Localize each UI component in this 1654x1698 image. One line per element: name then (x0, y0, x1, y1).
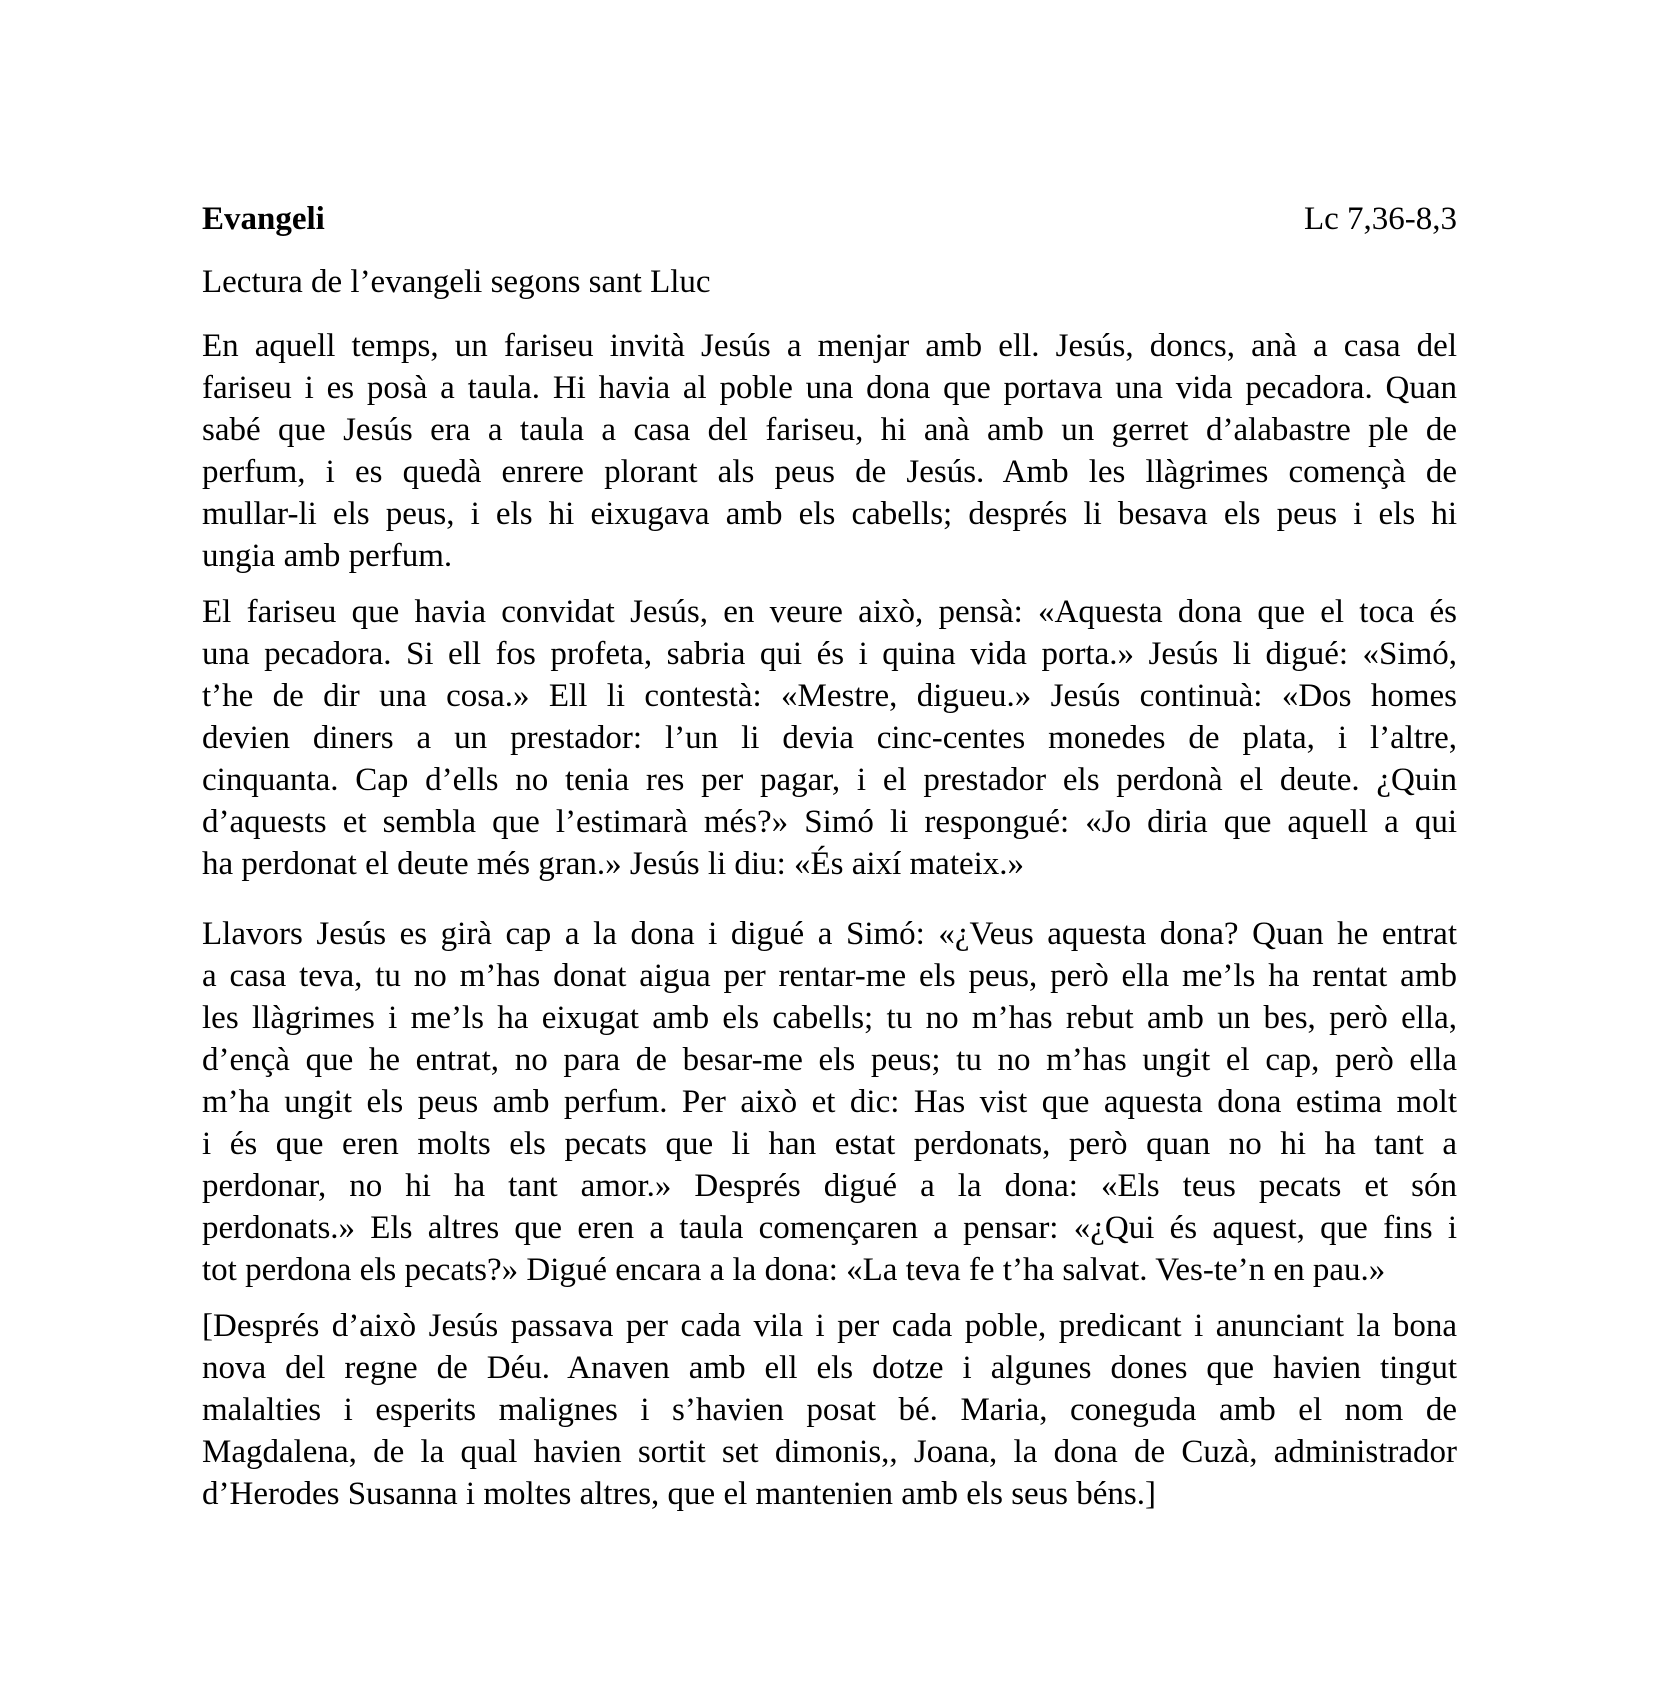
text-line: a casa teva, tu no m’has donat aigua per rentar-me els peus, però ella me’ls ha rentat amb (202, 958, 1457, 994)
text-line: Magdalena, de la qual havien sortit set dimonis,, Joana, la dona de Cuzà, administrador (202, 1434, 1457, 1470)
paragraph (202, 913, 1457, 1291)
text-line: cinquanta. Cap d’ells no tenia res per pagar, i el prestador els perdonà el deute. ¿Quin (202, 762, 1457, 798)
text-line: sabé que Jesús era a taula a casa del fariseu, hi anà amb un gerret d’alabastre ple de (202, 412, 1457, 448)
text-line: perdonar, no hi ha tant amor.» Després digué a la dona: «Els teus pecats et són (202, 1168, 1457, 1204)
text-line: nova del regne de Déu. Anaven amb ell els dotze i algunes dones que havien tingut (202, 1350, 1457, 1386)
scripture-reference: Lc 7,36-8,3 (1303, 201, 1457, 237)
paragraph (202, 325, 1457, 577)
text-line: i és que eren molts els pecats que li han estat perdonats, però quan no hi ha tant a (202, 1126, 1457, 1162)
text-line: m’ha ungit els peus amb perfum. Per això et dic: Has vist que aquesta dona estima molt (202, 1084, 1457, 1120)
reading-subtitle: Lectura de l’evangeli segons sant Lluc (202, 264, 711, 300)
text-line: [Després d’això Jesús passava per cada vila i per cada poble, predicant i anunciant la bona (202, 1308, 1457, 1344)
text-line: fariseu i es posà a taula. Hi havia al poble una dona que portava una vida pecadora. Quan (202, 370, 1457, 406)
text-line: mullar-li els peus, i els hi eixugava amb els cabells; després li besava els peus i els hi (202, 496, 1457, 532)
reading-header (202, 198, 1457, 240)
text-line: ungia amb perfum. (202, 538, 453, 574)
text-line: una pecadora. Si ell fos profeta, sabria qui és i quina vida porta.» Jesús li digué: «Simó, (202, 636, 1457, 672)
text-line: perfum, i es quedà enrere plorant als peus de Jesús. Amb les llàgrimes començà de (202, 454, 1457, 490)
text-line: devien diners a un prestador: l’un li devia cinc-centes monedes de plata, i l’altre, (202, 720, 1457, 756)
text-line: El fariseu que havia convidat Jesús, en veure això, pensà: «Aquesta dona que el toca és (202, 594, 1457, 630)
text-line: malalties i esperits malignes i s’havien posat bé. Maria, coneguda amb el nom de (202, 1392, 1457, 1428)
paragraph (202, 1305, 1457, 1515)
text-line: d’aquests et sembla que l’estimarà més?» Simó li respongué: «Jo diria que aquell a qui (202, 804, 1457, 840)
text-line: tot perdona els pecats?» Digué encara a la dona: «La teva fe t’ha salvat. Ves-te’n en pau.» (202, 1252, 1386, 1288)
text-line: t’he de dir una cosa.» Ell li contestà: «Mestre, digueu.» Jesús continuà: «Dos homes (202, 678, 1457, 714)
text-line: d’ençà que he entrat, no para de besar-me els peus; tu no m’has ungit el cap, però ella (202, 1042, 1457, 1078)
text-line: Llavors Jesús es girà cap a la dona i digué a Simó: «¿Veus aquesta dona? Quan he entrat (202, 916, 1457, 952)
text-line: d’Herodes Susanna i moltes altres, que el mantenien amb els seus béns.] (202, 1476, 1157, 1512)
reading-title: Evangeli (202, 201, 325, 237)
text-line: En aquell temps, un fariseu invità Jesús a menjar amb ell. Jesús, doncs, anà a casa del (202, 328, 1457, 364)
paragraph (202, 591, 1457, 885)
text-line: ha perdonat el deute més gran.» Jesús li diu: «És així mateix.» (202, 846, 1025, 882)
reading-content (202, 0, 1457, 1515)
reading-body (202, 325, 1457, 1515)
text-line: les llàgrimes i me’ls ha eixugat amb els cabells; tu no m’has rebut amb un bes, però ella, (202, 1000, 1457, 1036)
text-line: perdonats.» Els altres que eren a taula començaren a pensar: «¿Qui és aquest, que fins i (202, 1210, 1457, 1246)
